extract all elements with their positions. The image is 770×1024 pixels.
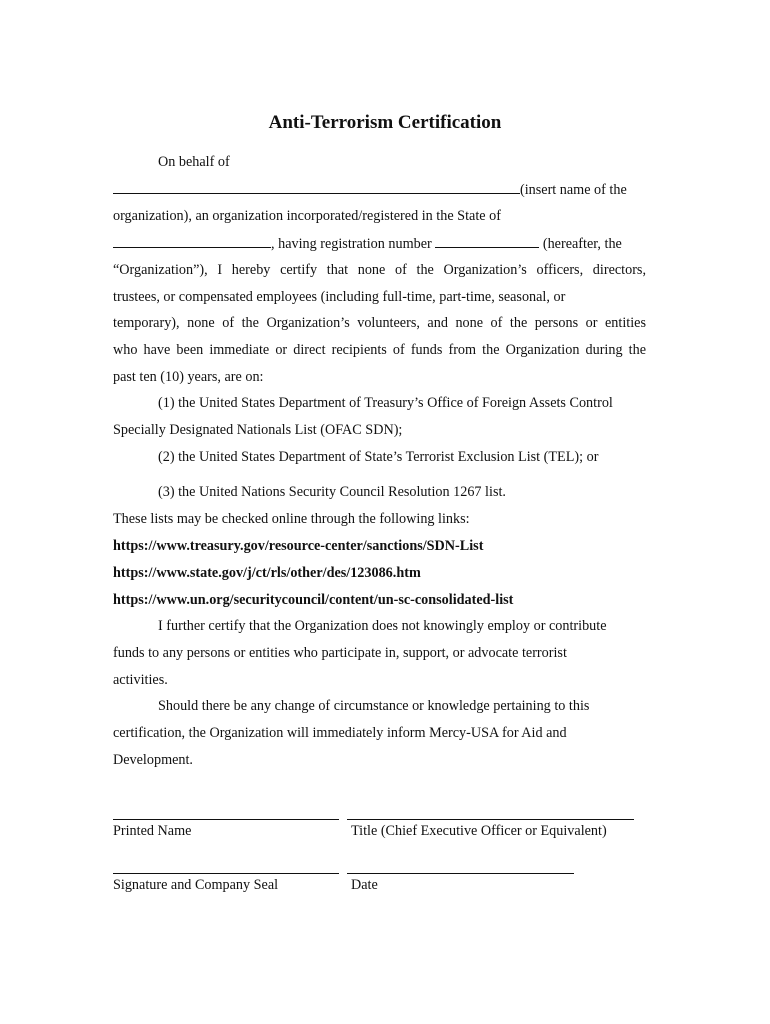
further-certify-line-1: I further certify that the Organization does not knowingly employ or contribute bbox=[158, 618, 607, 634]
list-item-2: (2) the United States Department of State’s Terrorist Exclusion List (TEL); or bbox=[158, 449, 599, 465]
organization-certify-text: “Organization”), I hereby certify that none of the Organization’s officers, directors, bbox=[113, 262, 646, 278]
treasury-link[interactable]: https://www.treasury.gov/resource-center/sanctions/SDN-List bbox=[113, 538, 484, 554]
change-notice-line-2: certification, the Organization will immediately inform Mercy-USA for Aid and bbox=[113, 725, 567, 741]
further-certify-line-3: activities. bbox=[113, 672, 168, 688]
state-blank[interactable] bbox=[113, 233, 271, 248]
change-notice-line-3: Development. bbox=[113, 752, 193, 768]
list-item-1-line-2: Specially Designated Nationals List (OFAC SDN); bbox=[113, 422, 403, 438]
past-years-text: past ten (10) years, are on: bbox=[113, 369, 264, 385]
change-notice-line-1: Should there be any change of circumstance or knowledge pertaining to this bbox=[158, 698, 590, 714]
hereafter-text: (hereafter, the bbox=[542, 236, 622, 252]
registration-line bbox=[113, 233, 622, 254]
date-label: Date bbox=[351, 877, 378, 893]
trustees-text: trustees, or compensated employees (including full-time, part-time, seasonal, or bbox=[113, 289, 566, 305]
document-title: Anti-Terrorism Certification bbox=[268, 112, 502, 133]
incorporated-text: organization), an organization incorporated/registered in the State of bbox=[113, 208, 501, 224]
title-signature-line[interactable] bbox=[347, 819, 634, 820]
temporary-text: temporary), none of the Organization’s volunteers, and none of the persons or entities bbox=[113, 315, 646, 331]
registration-number-blank[interactable] bbox=[435, 233, 539, 248]
title-label: Title (Chief Executive Officer or Equivalent) bbox=[351, 823, 607, 839]
state-link[interactable]: https://www.state.gov/j/ct/rls/other/des/123086.htm bbox=[113, 565, 421, 581]
insert-name-text: (insert name of the bbox=[520, 182, 627, 198]
signature-seal-label: Signature and Company Seal bbox=[113, 877, 279, 893]
signature-seal-line[interactable] bbox=[113, 873, 339, 874]
recipients-text: who have been immediate or direct recipients of funds from the Organization during the bbox=[113, 342, 646, 358]
organization-name-blank[interactable] bbox=[113, 179, 520, 194]
list-item-3: (3) the United Nations Security Council Resolution 1267 list. bbox=[158, 484, 506, 500]
un-link[interactable]: https://www.un.org/securitycouncil/content/un-sc-consolidated-list bbox=[113, 592, 514, 608]
list-item-1-line-1: (1) the United States Department of Treasury’s Office of Foreign Assets Control bbox=[158, 395, 613, 411]
date-signature-line[interactable] bbox=[347, 873, 574, 874]
printed-name-label: Printed Name bbox=[113, 823, 192, 839]
on-behalf-of-text: On behalf of bbox=[158, 154, 230, 170]
organization-name-line bbox=[113, 179, 627, 200]
registration-text: , having registration number bbox=[271, 236, 432, 252]
checked-online-text: These lists may be checked online through the following links: bbox=[113, 511, 470, 527]
further-certify-line-2: funds to any persons or entities who participate in, support, or advocate terrorist bbox=[113, 645, 567, 661]
printed-name-signature-line[interactable] bbox=[113, 819, 339, 820]
